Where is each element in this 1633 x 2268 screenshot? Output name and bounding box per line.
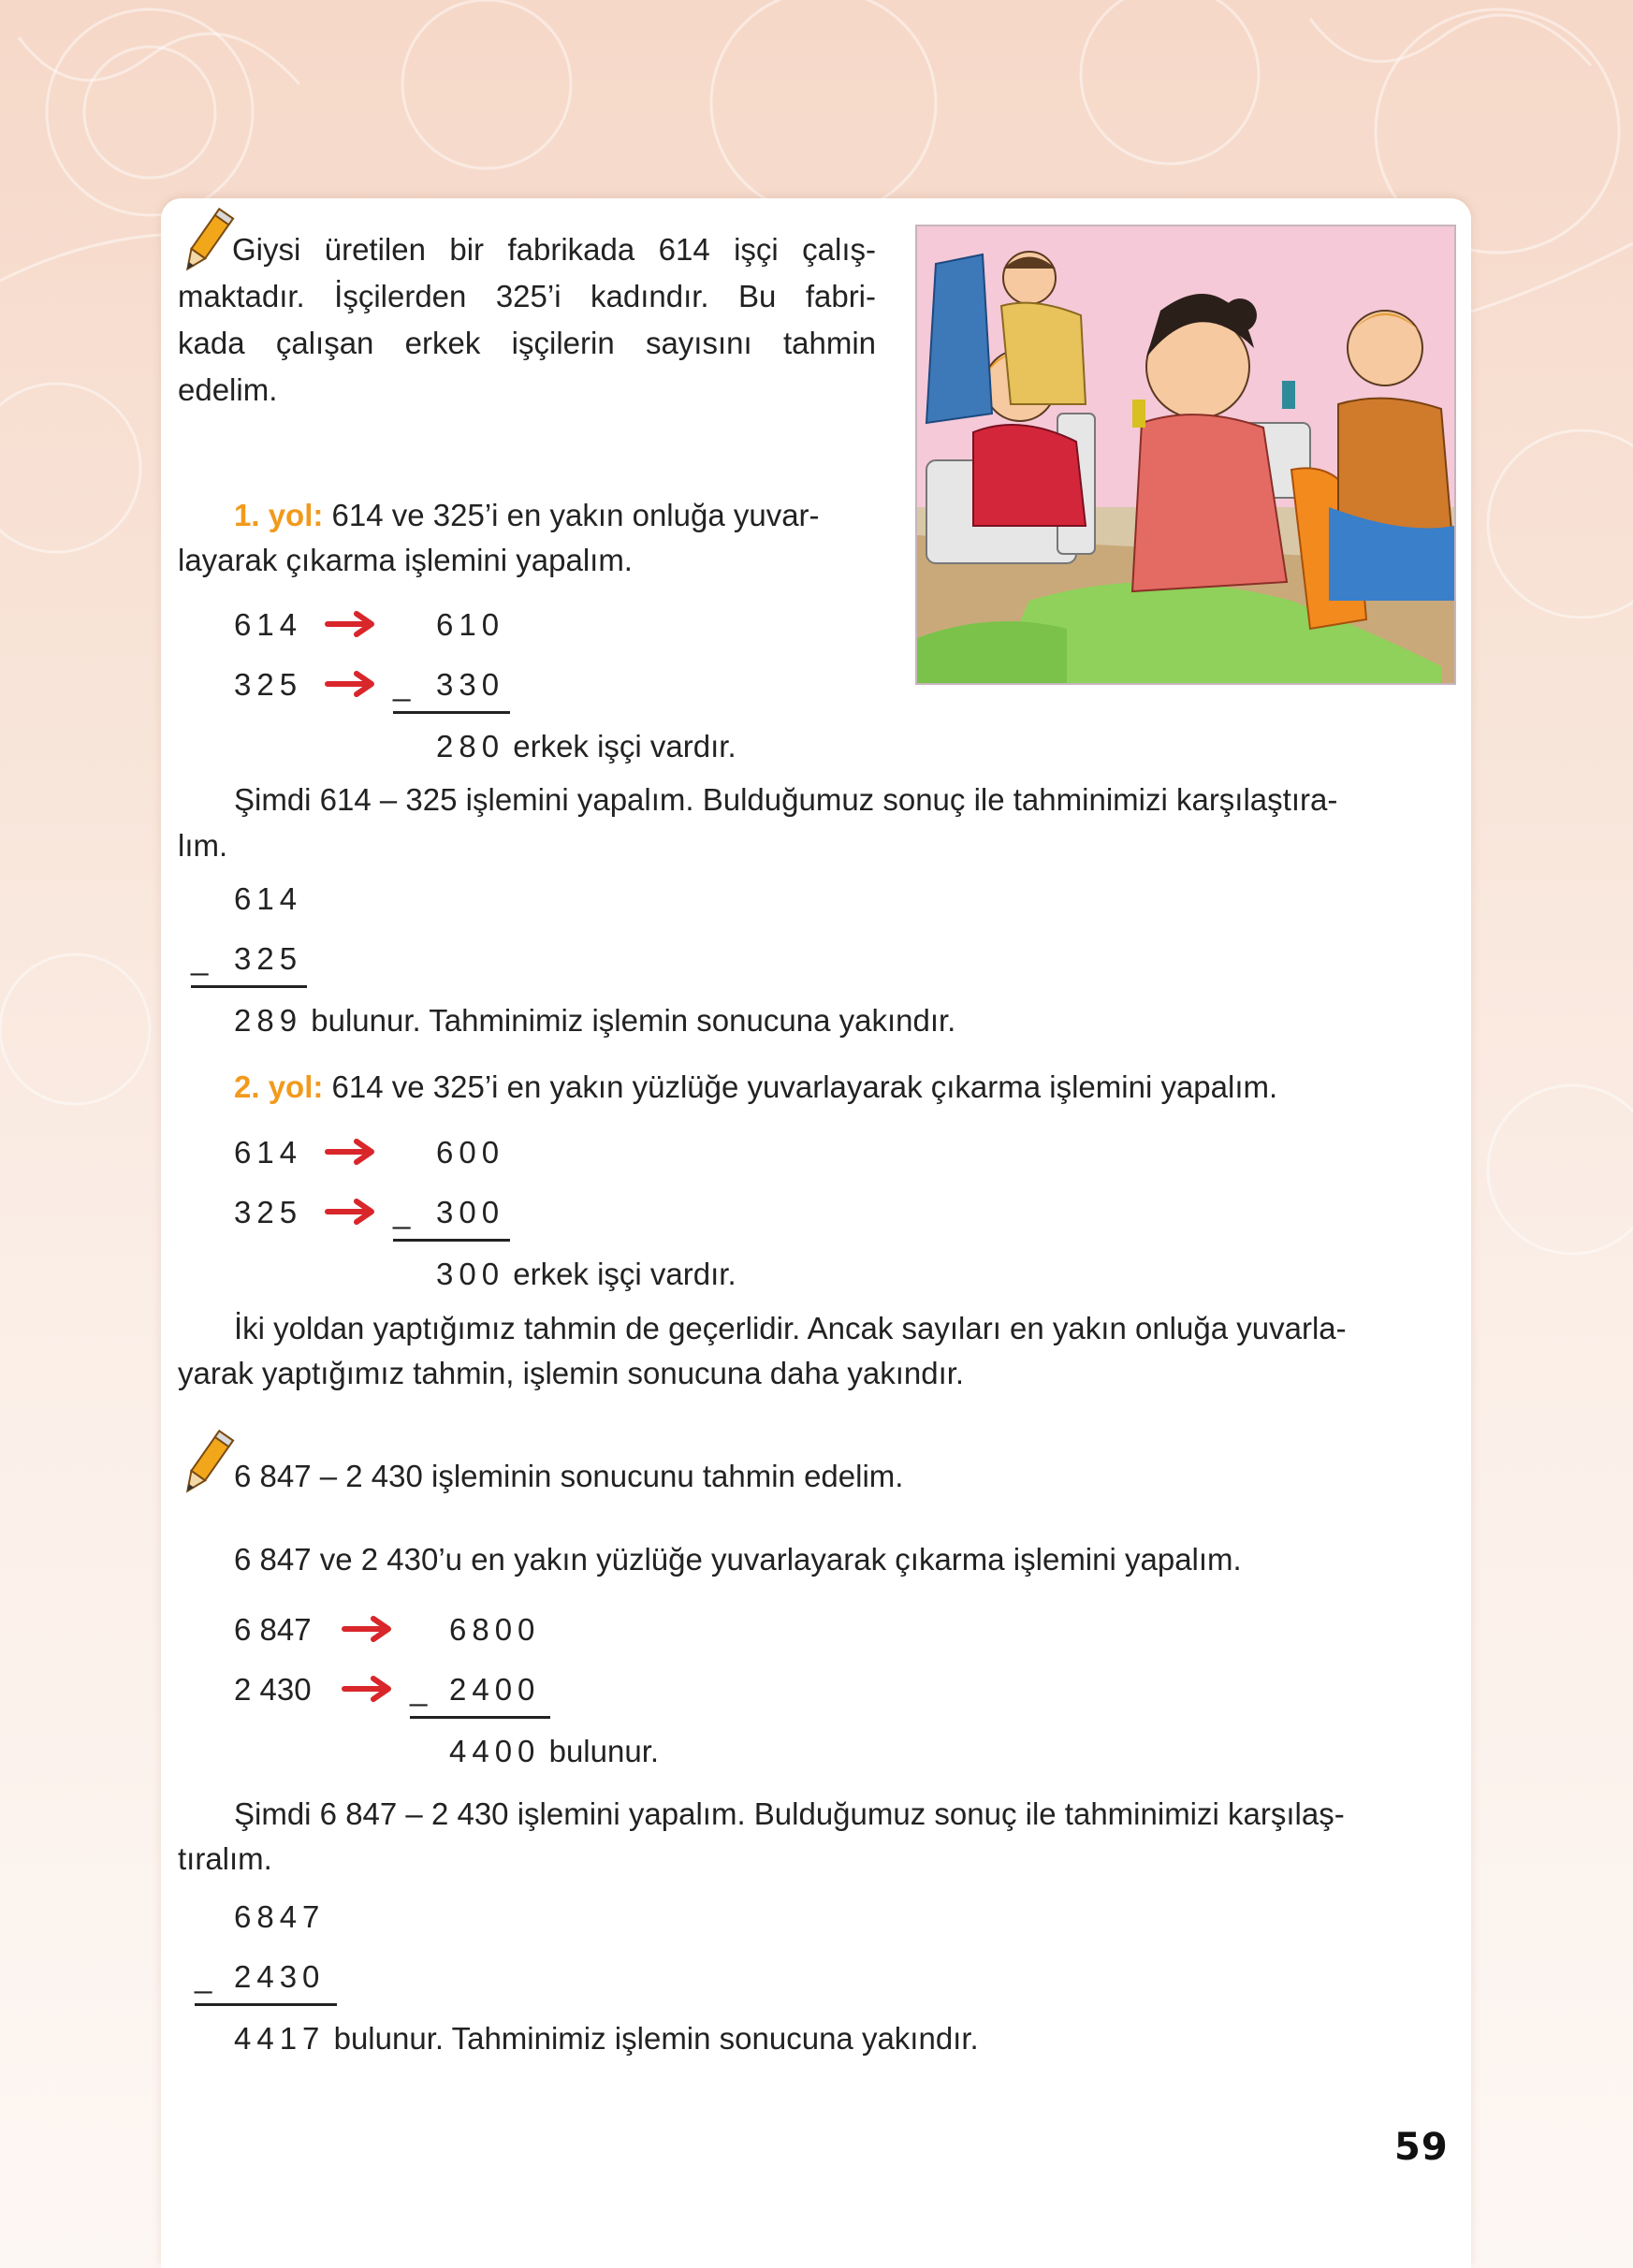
way1-text-line2: layarak çıkarma işlemini yapalım. xyxy=(178,543,633,577)
problem2-title: 6 847 – 2 430 işleminin sonucunu tahmin edelim. xyxy=(234,1459,904,1493)
way2-text: 614 ve 325’i en yakın yüzlüğe yuvarlayarak çıkarma işlemini yapalım. xyxy=(323,1069,1278,1104)
arrow-right-icon xyxy=(325,1138,377,1166)
sewing-workers-illustration xyxy=(915,225,1456,685)
way1-exact-result: 289 xyxy=(234,1003,303,1038)
problem2-exact-a: 6847 xyxy=(234,1899,326,1934)
minus-sign: _ xyxy=(191,941,214,976)
way2-result: 300 xyxy=(436,1257,505,1291)
way2-est-right-b: 300 xyxy=(436,1195,505,1229)
problem2-exact-b: 2430 xyxy=(234,1959,326,1994)
way1-intro-line1 xyxy=(234,492,820,539)
problem2-compare-line2: tıralım. xyxy=(178,1841,272,1876)
way2-result-row xyxy=(436,1251,736,1298)
arrow-right-icon xyxy=(325,1198,377,1226)
way1-text-line1: 614 ve 325’i en yakın onluğa yuvar- xyxy=(323,498,820,532)
problem2-exact-row xyxy=(234,2015,979,2062)
problem1-line: maktadır. İşçilerden 325’i kadındır. Bu fabri- xyxy=(178,279,876,313)
way2-intro xyxy=(234,1064,1277,1111)
way1-exact-row xyxy=(234,997,955,1044)
problem2-result: 4400 xyxy=(449,1734,541,1768)
problem1-line: kada çalışan erkek işçilerin sayısını tahmin xyxy=(178,326,876,360)
problem1-line: Giysi üretilen bir fabrikada 614 işçi çalış- xyxy=(232,232,876,267)
way1-est-right-b: 330 xyxy=(436,667,505,702)
problem1-line: edelim. xyxy=(178,372,278,407)
subtraction-line xyxy=(195,2003,337,2006)
subtraction-line xyxy=(393,711,510,714)
problem2-intro: 6 847 ve 2 430’u en yakın yüzlüğe yuvarlayarak çıkarma işlemini yapalım. xyxy=(234,1542,1242,1577)
way2-label: 2. yol: xyxy=(234,1069,324,1104)
way2-summary-line1: İki yoldan yaptığımız tahmin de geçerlidir. Ancak sayıları en yakın onluğa yuvarla- xyxy=(234,1311,1347,1345)
way1-label: 1. yol: xyxy=(234,498,324,532)
minus-sign: _ xyxy=(195,1959,218,1994)
arrow-right-icon xyxy=(325,610,377,638)
problem2-exact-text: bulunur. Tahminimiz işlemin sonucuna yakındır. xyxy=(333,2021,979,2056)
way1-est-left-a: 614 xyxy=(234,607,303,642)
problem2-result-text: bulunur. xyxy=(548,1734,660,1768)
problem2-result-row xyxy=(449,1728,659,1775)
page-number: 59 xyxy=(1394,2126,1449,2169)
pencil-icon xyxy=(178,1426,236,1501)
problem2-compare-line1: Şimdi 6 847 – 2 430 işlemini yapalım. Bulduğumuz sonuç ile tahminimizi karşılaş- xyxy=(234,1796,1345,1831)
way1-exact-text: bulunur. Tahminimiz işlemin sonucuna yakındır. xyxy=(311,1003,956,1038)
way2-est-left-a: 614 xyxy=(234,1135,303,1170)
subtraction-line xyxy=(393,1239,510,1242)
subtraction-line xyxy=(191,985,307,988)
way2-est-right-a: 600 xyxy=(436,1135,505,1170)
subtraction-line xyxy=(410,1716,550,1719)
way1-est-left-b: 325 xyxy=(234,667,303,702)
way1-est-right-a: 610 xyxy=(436,607,505,642)
way2-summary-line2: yarak yaptığımız tahmin, işlemin sonucuna daha yakındır. xyxy=(178,1356,965,1390)
way2-result-text: erkek işçi vardır. xyxy=(513,1257,736,1291)
problem2-est-right-a: 6800 xyxy=(449,1612,541,1647)
problem2-est-left-a: 6 847 xyxy=(234,1612,312,1647)
way1-result: 280 xyxy=(436,729,505,763)
problem2-est-left-b: 2 430 xyxy=(234,1672,312,1707)
problem1-paragraph xyxy=(178,226,876,414)
way1-exact-a: 614 xyxy=(234,881,303,916)
way1-result-row xyxy=(436,723,736,770)
minus-sign: _ xyxy=(410,1672,433,1707)
way2-est-left-b: 325 xyxy=(234,1195,303,1229)
way1-compare-line1: Şimdi 614 – 325 işlemini yapalım. Bulduğumuz sonuç ile tahminimizi karşılaştıra- xyxy=(234,782,1338,817)
arrow-right-icon xyxy=(342,1675,394,1703)
arrow-right-icon xyxy=(325,670,377,698)
problem2-est-right-b: 2400 xyxy=(449,1672,541,1707)
problem2-exact-result: 4417 xyxy=(234,2021,326,2056)
minus-sign: _ xyxy=(393,1195,416,1229)
way1-exact-b: 325 xyxy=(234,941,303,976)
minus-sign: _ xyxy=(393,667,416,702)
way1-compare-line2: lım. xyxy=(178,828,228,863)
arrow-right-icon xyxy=(342,1615,394,1643)
way1-result-text: erkek işçi vardır. xyxy=(513,729,736,763)
